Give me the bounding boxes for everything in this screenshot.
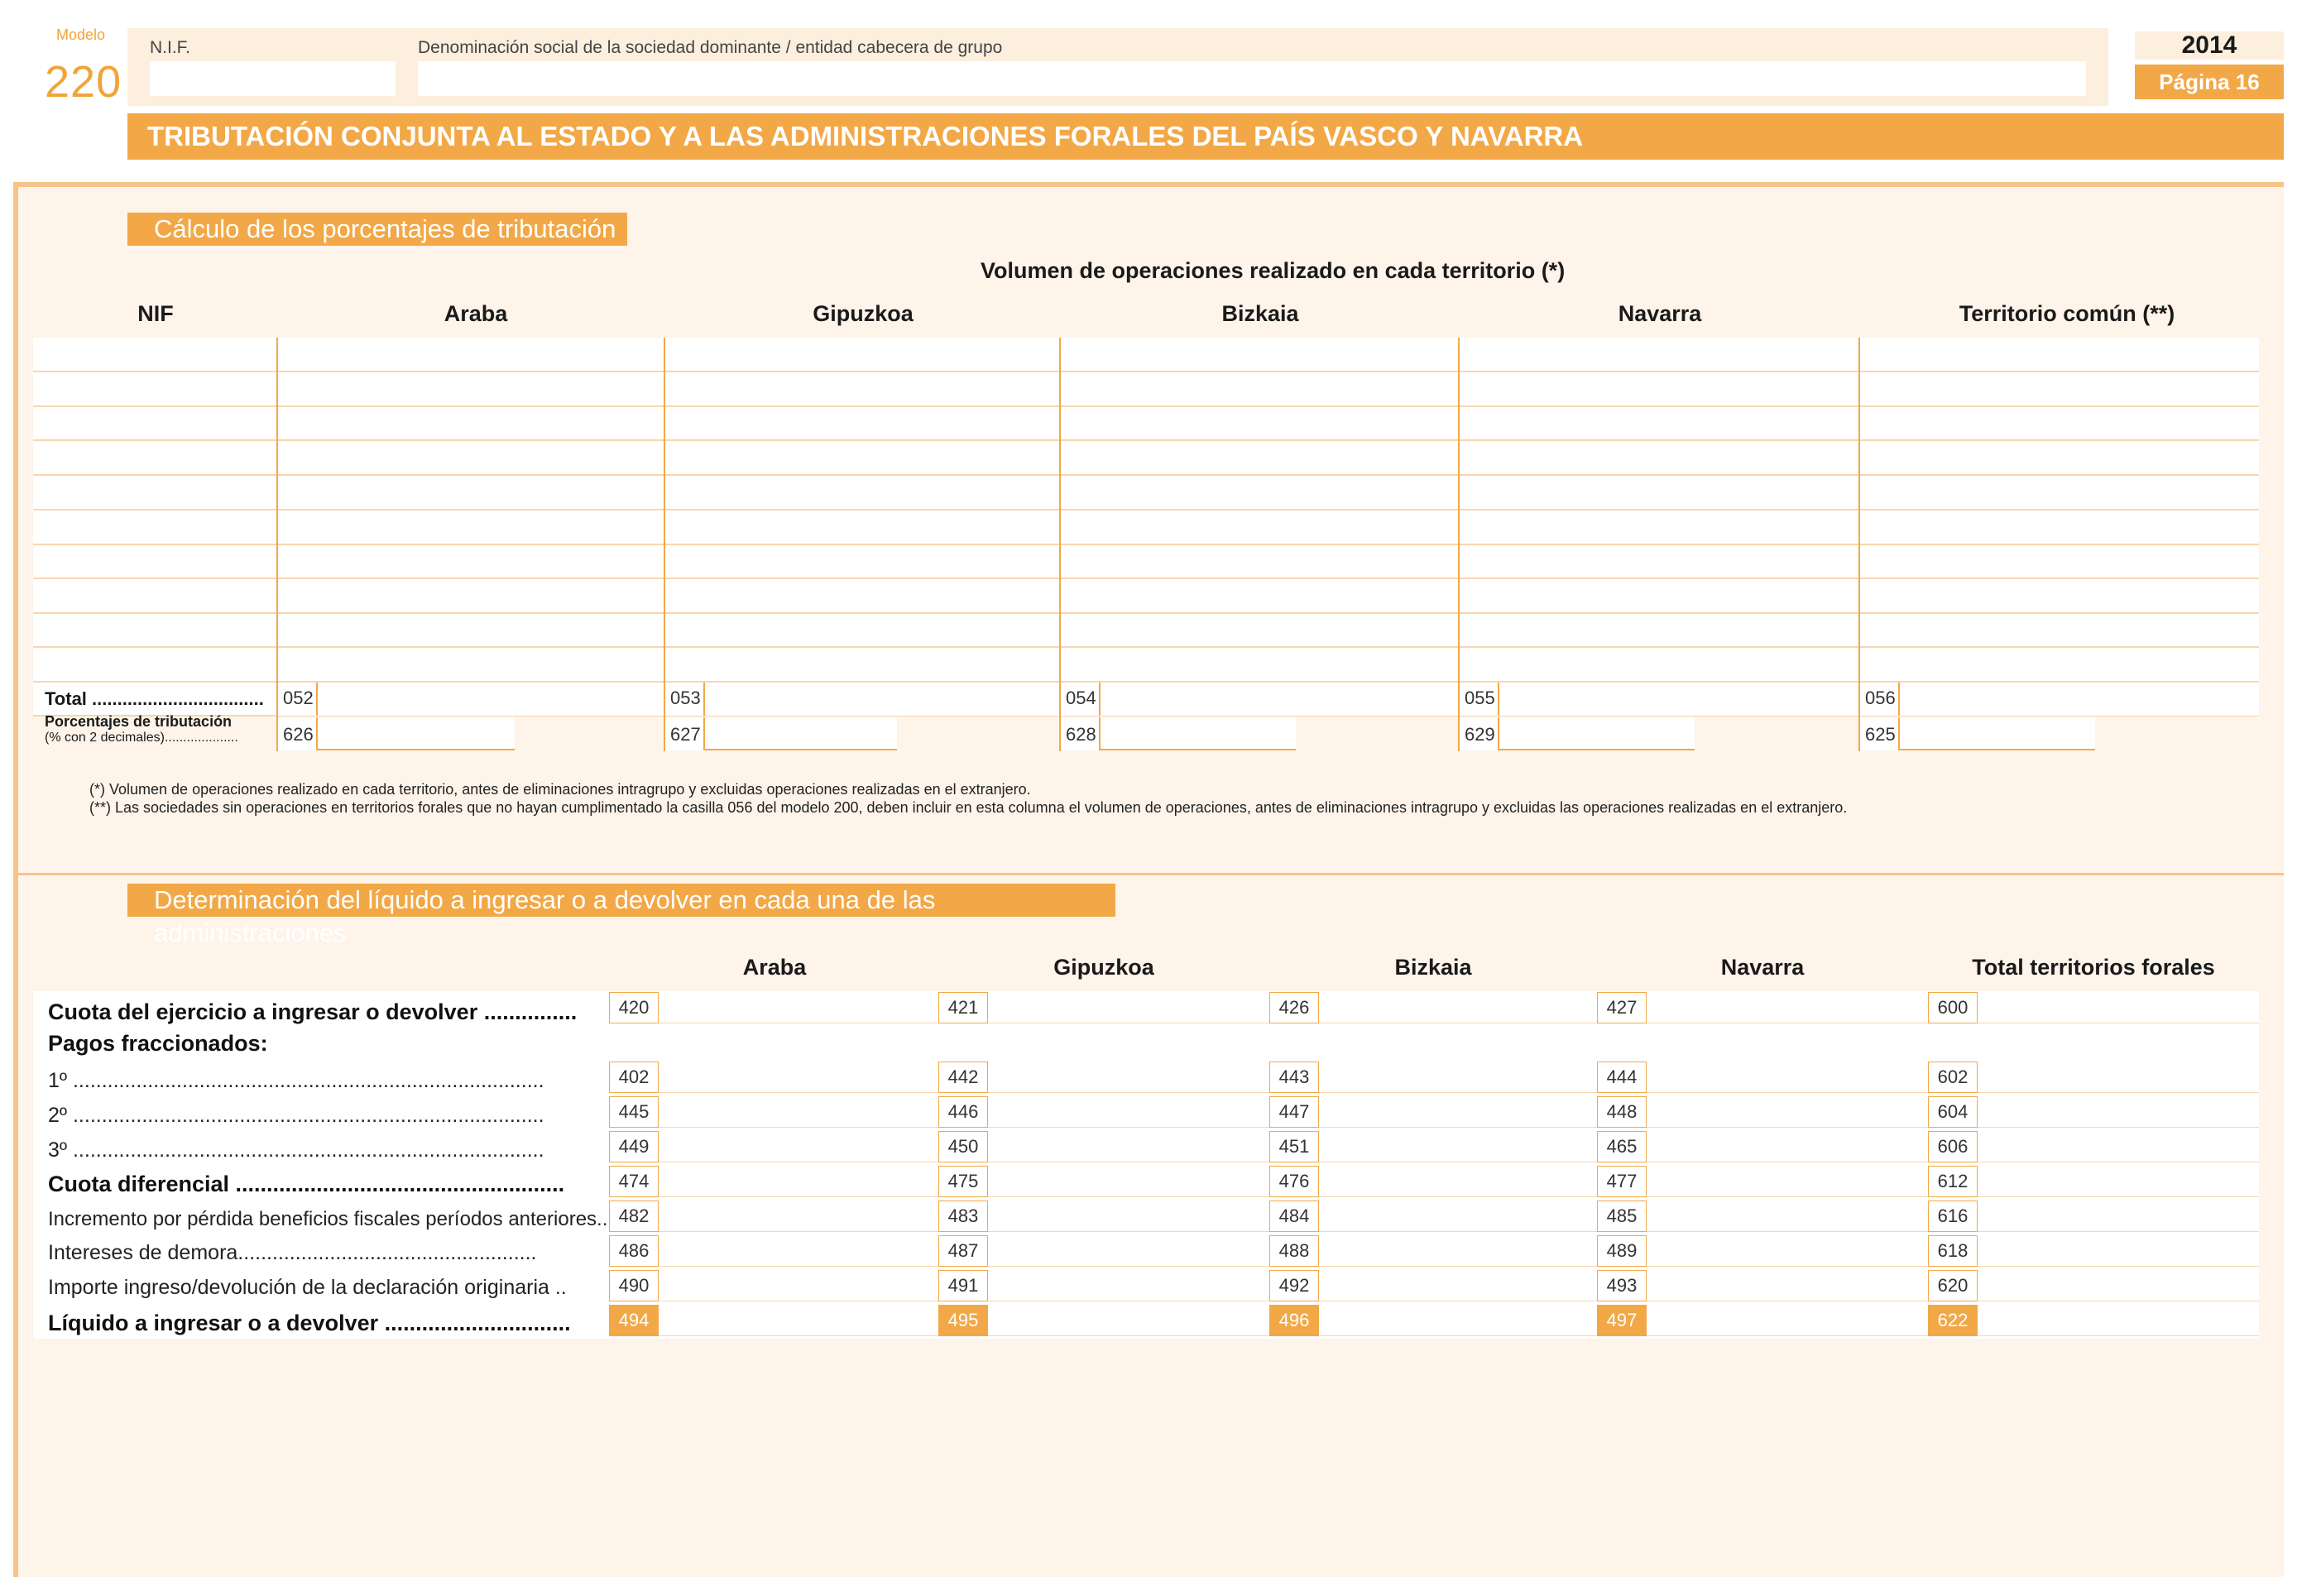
col-header-gipuzkoa: Gipuzkoa: [1053, 955, 1154, 980]
field-code: 475: [938, 1166, 988, 1197]
grid-line: [33, 544, 2259, 545]
total-label: Total ..................................: [45, 688, 264, 709]
field-code: 628: [1066, 724, 1096, 745]
incremento-navarra-field[interactable]: [1647, 1201, 1928, 1232]
section-title-porcentajes: Cálculo de los porcentajes de tributación: [127, 213, 627, 246]
pago3-navarra-field[interactable]: [1647, 1131, 1928, 1162]
field-code: 618: [1928, 1235, 1978, 1267]
total-code-box: [278, 683, 318, 716]
field-code: 426: [1269, 992, 1319, 1023]
intereses-gipuzkoa-field[interactable]: [988, 1235, 1269, 1267]
incremento-total-field[interactable]: [1978, 1201, 2259, 1232]
field-code: 490: [609, 1270, 659, 1301]
pct-araba-field[interactable]: [318, 717, 515, 750]
pago2-navarra-field[interactable]: [1647, 1096, 1928, 1128]
grid-line: [33, 509, 2259, 510]
total-code-box: [1460, 683, 1499, 716]
importe-gipuzkoa-field[interactable]: [988, 1270, 1269, 1301]
importe-total-field[interactable]: [1978, 1270, 2259, 1301]
pago3-gipuzkoa-field[interactable]: [988, 1131, 1269, 1162]
field-code: 465: [1597, 1131, 1647, 1162]
field-code: 056: [1865, 688, 1896, 708]
row-label-intereses: Intereses de demora....................................................: [48, 1241, 537, 1264]
field-code: 444: [1597, 1062, 1647, 1093]
importe-navarra-field[interactable]: [1647, 1270, 1928, 1301]
nif-volume-grid[interactable]: [33, 338, 2259, 717]
field-code: 485: [1597, 1201, 1647, 1232]
field-code: 493: [1597, 1270, 1647, 1301]
pago3-bizkaia-field[interactable]: [1319, 1131, 1597, 1162]
field-code: 402: [609, 1062, 659, 1093]
field-code: 427: [1597, 992, 1647, 1023]
total-bizkaia-field[interactable]: [1101, 683, 1458, 716]
intereses-navarra-field[interactable]: [1647, 1235, 1928, 1267]
diferencial-araba-field[interactable]: [659, 1166, 938, 1197]
section-divider: [18, 873, 2284, 875]
field-code: 627: [670, 724, 701, 745]
field-code: 612: [1928, 1166, 1978, 1197]
field-code: 491: [938, 1270, 988, 1301]
field-code: 443: [1269, 1062, 1319, 1093]
field-code: 622: [1928, 1305, 1978, 1336]
field-code: 451: [1269, 1131, 1319, 1162]
pct-code-box: [1061, 717, 1101, 750]
field-code: 620: [1928, 1270, 1978, 1301]
field-code: 476: [1269, 1166, 1319, 1197]
pago2-total-field[interactable]: [1978, 1096, 2259, 1128]
pct-territorio-comun-field[interactable]: [1900, 717, 2095, 750]
pct-label-main: Porcentajes de tributación: [45, 713, 233, 730]
field-code: 053: [670, 688, 701, 708]
total-araba-field[interactable]: [318, 683, 664, 716]
diferencial-bizkaia-field[interactable]: [1319, 1166, 1597, 1197]
col-header-bizkaia: Bizkaia: [1394, 955, 1472, 980]
field-code: 486: [609, 1235, 659, 1267]
incremento-araba-field[interactable]: [659, 1201, 938, 1232]
field-code: 629: [1465, 724, 1495, 745]
total-navarra-field[interactable]: [1499, 683, 1858, 716]
pago3-total-field[interactable]: [1978, 1131, 2259, 1162]
total-code-box: [1860, 683, 1900, 716]
field-code: 482: [609, 1201, 659, 1232]
section-title-liquido: Determinación del líquido a ingresar o a devolver en cada una de las administraciones: [127, 884, 1115, 917]
field-code: 488: [1269, 1235, 1319, 1267]
nif-field[interactable]: [150, 61, 396, 96]
pct-navarra-field[interactable]: [1499, 717, 1695, 750]
volume-header: Volumen de operaciones realizado en cada territorio (*): [981, 258, 1566, 283]
field-code: 495: [938, 1305, 988, 1336]
col-header-gipuzkoa: Gipuzkoa: [813, 301, 914, 326]
nif-label: N.I.F.: [150, 38, 191, 57]
field-code: 420: [609, 992, 659, 1023]
grid-line: [33, 439, 2259, 441]
row-label-pago-3: 3º ..................................................................................: [48, 1138, 544, 1162]
cuota-bizkaia-field[interactable]: [1319, 992, 1597, 1023]
intereses-bizkaia-field[interactable]: [1319, 1235, 1597, 1267]
pago2-gipuzkoa-field[interactable]: [988, 1096, 1269, 1128]
field-code: 483: [938, 1201, 988, 1232]
field-code: 477: [1597, 1166, 1647, 1197]
pago1-araba-field[interactable]: [659, 1062, 938, 1093]
liquido-gipuzkoa-field[interactable]: [988, 1305, 1269, 1336]
importe-bizkaia-field[interactable]: [1319, 1270, 1597, 1301]
field-code: 442: [938, 1062, 988, 1093]
field-code: 449: [609, 1131, 659, 1162]
field-code: 421: [938, 992, 988, 1023]
liquido-araba-field[interactable]: [659, 1305, 938, 1336]
pago3-araba-field[interactable]: [659, 1131, 938, 1162]
pago1-bizkaia-field[interactable]: [1319, 1062, 1597, 1093]
liquido-total-field[interactable]: [1978, 1305, 2259, 1336]
denominacion-field[interactable]: [418, 61, 2086, 96]
field-code: 602: [1928, 1062, 1978, 1093]
liquido-bizkaia-field[interactable]: [1319, 1305, 1597, 1336]
grid-line: [33, 474, 2259, 476]
field-code: 606: [1928, 1131, 1978, 1162]
field-code: 484: [1269, 1201, 1319, 1232]
row-label-pago-2: 2º ..................................................................................: [48, 1104, 544, 1127]
diferencial-total-field[interactable]: [1978, 1166, 2259, 1197]
field-code: 450: [938, 1131, 988, 1162]
field-code: 492: [1269, 1270, 1319, 1301]
pct-code-box: [278, 717, 318, 750]
pago2-bizkaia-field[interactable]: [1319, 1096, 1597, 1128]
col-header-total-forales: Total territorios forales: [1972, 955, 2215, 980]
modelo-label: Modelo: [56, 26, 106, 43]
row-label-cuota-ejercicio: Cuota del ejercicio a ingresar o devolver ...............: [48, 999, 578, 1024]
grid-line: [33, 371, 2259, 372]
field-code: 489: [1597, 1235, 1647, 1267]
page-badge: Página 16: [2135, 65, 2284, 99]
pct-code-box: [1860, 717, 1900, 750]
pct-label-sub: (% con 2 decimales)....................: [45, 731, 238, 745]
pago1-gipuzkoa-field[interactable]: [988, 1062, 1269, 1093]
cuota-gipuzkoa-field[interactable]: [988, 992, 1269, 1023]
field-code: 054: [1066, 688, 1096, 708]
field-code: 487: [938, 1235, 988, 1267]
pct-bizkaia-field[interactable]: [1101, 717, 1296, 750]
grid-line: [33, 578, 2259, 579]
total-gipuzkoa-field[interactable]: [705, 683, 1059, 716]
pct-code-box: [665, 717, 705, 750]
field-code: 600: [1928, 992, 1978, 1023]
grid-line: [33, 646, 2259, 648]
row-label-cuota-diferencial: Cuota diferencial .....................................................: [48, 1172, 565, 1196]
row-label-liquido: Líquido a ingresar o a devolver ..............................: [48, 1311, 571, 1335]
col-header-navarra: Navarra: [1720, 955, 1805, 980]
table-row: [33, 1026, 2259, 1061]
field-code: 052: [283, 688, 314, 708]
field-code: 447: [1269, 1096, 1319, 1128]
year-badge: 2014: [2135, 31, 2284, 60]
modelo-number: 220: [45, 57, 122, 107]
page-title: TRIBUTACIÓN CONJUNTA AL ESTADO Y A LAS ADMINISTRACIONES FORALES DEL PAÍS VASCO Y NAVARRA: [127, 113, 2284, 160]
field-code: 494: [609, 1305, 659, 1336]
total-code-box: [665, 683, 705, 716]
cuota-total-field[interactable]: [1978, 992, 2259, 1023]
field-code: 446: [938, 1096, 988, 1128]
field-code: 055: [1465, 688, 1495, 708]
row-label-incremento: Incremento por pérdida beneficios fiscales períodos anteriores..: [48, 1208, 608, 1230]
incremento-bizkaia-field[interactable]: [1319, 1201, 1597, 1232]
row-label-pagos-fraccionados: Pagos fraccionados:: [48, 1031, 268, 1056]
col-header-territorio-comun: Territorio común (**): [1959, 301, 2175, 326]
total-territorio-comun-field[interactable]: [1900, 683, 2259, 716]
col-header-araba: Araba: [742, 955, 807, 980]
pct-label: [45, 713, 238, 746]
pct-code-box: [1460, 717, 1499, 750]
intereses-total-field[interactable]: [1978, 1235, 2259, 1267]
row-label-importe-originaria: Importe ingreso/devolución de la declaración originaria ..: [48, 1276, 567, 1299]
cuota-navarra-field[interactable]: [1647, 992, 1928, 1023]
field-code: 604: [1928, 1096, 1978, 1128]
field-code: 625: [1865, 724, 1896, 745]
col-header-bizkaia: Bizkaia: [1221, 301, 1299, 326]
col-header-nif: NIF: [137, 301, 174, 326]
field-code: 616: [1928, 1201, 1978, 1232]
diferencial-navarra-field[interactable]: [1647, 1166, 1928, 1197]
denominacion-label: Denominación social de la sociedad dominante / entidad cabecera de grupo: [418, 38, 1003, 57]
field-code: 626: [283, 724, 314, 745]
field-code: 497: [1597, 1305, 1647, 1336]
col-header-araba: Araba: [444, 301, 508, 326]
row-label-pago-1: 1º ..................................................................................: [48, 1069, 544, 1092]
total-code-box: [1061, 683, 1101, 716]
field-code: 445: [609, 1096, 659, 1128]
cuota-araba-field[interactable]: [659, 992, 938, 1023]
grid-line: [33, 405, 2259, 407]
col-header-navarra: Navarra: [1618, 301, 1702, 326]
intereses-araba-field[interactable]: [659, 1235, 938, 1267]
field-code: 474: [609, 1166, 659, 1197]
grid-line: [33, 612, 2259, 614]
diferencial-gipuzkoa-field[interactable]: [988, 1166, 1269, 1197]
footnote-1: (*) Volumen de operaciones realizado en cada territorio, antes de eliminaciones intragrupo y excluidas operaciones realizadas en el extranjero.: [89, 781, 1031, 798]
field-code: 496: [1269, 1305, 1319, 1336]
footnote-2: (**) Las sociedades sin operaciones en territorios forales que no hayan cumplimentado la casilla 056 del modelo 200, deben incluir en esta columna el volumen de operaciones, antes de eliminaciones intragrupo y excluidas las operaciones realizadas en el extranjero.: [89, 799, 1848, 816]
pct-gipuzkoa-field[interactable]: [705, 717, 897, 750]
pago2-araba-field[interactable]: [659, 1096, 938, 1128]
pago1-navarra-field[interactable]: [1647, 1062, 1928, 1093]
pago1-total-field[interactable]: [1978, 1062, 2259, 1093]
importe-araba-field[interactable]: [659, 1270, 938, 1301]
liquido-navarra-field[interactable]: [1647, 1305, 1928, 1336]
field-code: 448: [1597, 1096, 1647, 1128]
incremento-gipuzkoa-field[interactable]: [988, 1201, 1269, 1232]
